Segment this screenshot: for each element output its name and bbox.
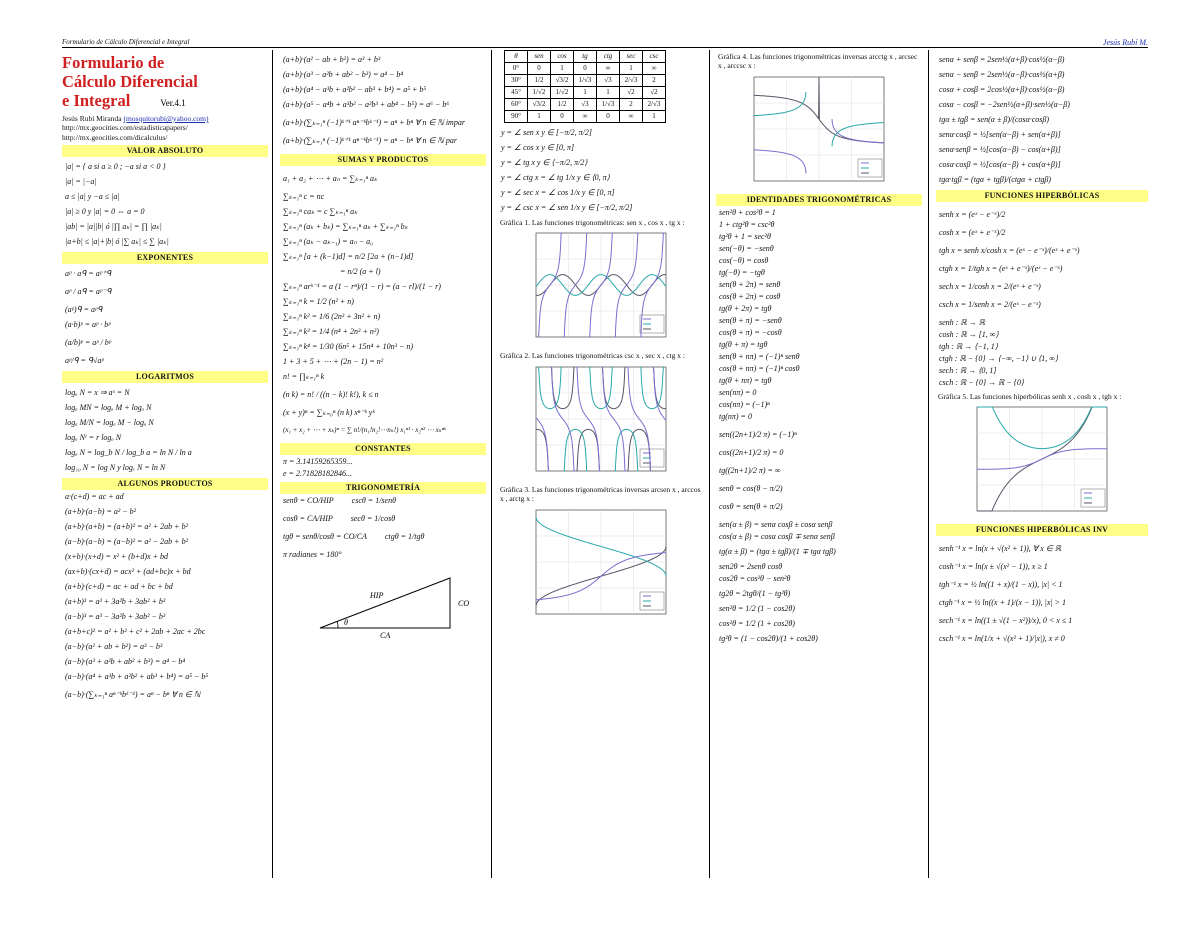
section-title-hyperbolic: FUNCIONES HIPERBÓLICAS — [936, 190, 1148, 202]
formula: cos(θ + π) = −cosθ — [719, 327, 782, 337]
formula: (a+b)·(c+d) = ac + ad + bc + bd — [65, 582, 173, 592]
formula: π = 3.14159265359... — [283, 456, 353, 466]
formula: ctgh⁻¹ x = ½ ln((x + 1)/(x − 1)), |x| > 1 — [939, 598, 1067, 608]
section-title-exp: EXPONENTES — [62, 252, 268, 264]
doc-title: Formulario de Cálculo Diferencial e Integral Ver.4.1 — [62, 53, 198, 110]
graph-caption-3: Gráfica 3. Las funciones trigonométricas inversas arcsen x , arccos x , arctg x : — [500, 484, 701, 504]
formula: senh x = (eˣ − e⁻ˣ)/2 — [939, 210, 1006, 219]
formula: (x + y)ⁿ = ∑ₖ₌₀ⁿ (n k) xⁿ⁻ᵏ yᵏ — [283, 408, 375, 417]
label-co: CO — [458, 598, 470, 608]
header-rule — [62, 47, 1148, 48]
graph-caption-1: Gráfica 1. Las funciones trigonométricas: sen x , cos x , tg x : — [500, 218, 685, 227]
trig-values-table — [504, 50, 666, 123]
formula: (a·b)ᵖ = aᵖ · bᵖ — [65, 320, 111, 330]
formula: cosh : ℝ → [1, ∞⟩ — [939, 330, 999, 339]
formula: tg(nπ) = 0 — [719, 411, 752, 421]
section-title-products: ALGUNOS PRODUCTOS — [62, 478, 268, 490]
formula: sen((2n+1)/2 π) = (−1)ⁿ — [719, 429, 797, 439]
formula: cosh x = (eˣ + e⁻ˣ)/2 — [939, 228, 1006, 237]
formula: sen(nπ) = 0 — [719, 387, 757, 397]
formula: cosα·cosβ = ½[cos(α−β) + cos(α+β)] — [939, 160, 1061, 169]
formula: sen2θ = 2senθ cosθ — [719, 561, 783, 571]
column-divider — [491, 50, 492, 878]
formula: (a+b)·(a−b) = a² − b² — [65, 507, 137, 517]
formula: y = ∠ cos x y ∈ [0, π] — [501, 143, 575, 152]
graph-arcctg-arcsec-arccsc — [744, 73, 894, 191]
section-title-log: LOGARITMOS — [62, 371, 268, 383]
formula: (a−b)·(a³ + a²b + ab² + b³) = a⁴ − b⁴ — [65, 657, 186, 667]
formula: (aᵖ)ᑫ = aᵖᑫ — [65, 305, 103, 315]
formula: cos(θ + 2π) = cosθ — [719, 291, 781, 301]
formula: senα + senβ = 2sen½(α+β)·cos½(α−β) — [939, 55, 1065, 64]
formula: (a+b)·(a⁴ − a³b + a²b² − ab³ + b⁴) = a⁵ + b⁵ — [283, 85, 427, 94]
formula: ∑ₖ₌₁ⁿ k² = 1/6 (2n³ + 3n² + n) — [283, 312, 381, 321]
formula: csch : ℝ − {0} → ℝ − {0} — [939, 378, 1025, 387]
formula: tg(θ + nπ) = tgθ — [719, 375, 772, 385]
formula: n! = ∏ₖ₌₁ⁿ k — [283, 372, 325, 381]
formula: ∑ₖ₌₁ⁿ c = nc — [283, 192, 325, 201]
formula: cos(−θ) = cosθ — [719, 255, 769, 265]
section-title-hyperbolic-inv: FUNCIONES HIPERBÓLICAS INV — [936, 524, 1148, 536]
label-ca: CA — [380, 630, 391, 638]
formula: (a−b)·(a−b) = (a−b)² = a² − 2ab + b² — [65, 537, 188, 547]
formula: ∑ₖ₌₁ⁿ k³ = 1/4 (n⁴ + 2n³ + n²) — [283, 327, 379, 336]
author-line: Jesús Rubí Miranda (mosquitorubi@yahoo.com) — [62, 114, 209, 123]
formula: tg(θ + 2π) = tgθ — [719, 303, 772, 313]
formula: ∑ₖ₌₁ⁿ [a + (k−1)d] = n/2 [2a + (n−1)d] — [283, 252, 414, 261]
formula: ∑ₖ₌₁ⁿ arᵏ⁻¹ = a (1 − rⁿ)/(1 − r) = (a − rl)/(1 − r) — [283, 282, 441, 291]
formula: (a+b)·(∑ₖ₌₁ⁿ (−1)ᵏ⁺¹ aⁿ⁻ᵏbᵏ⁻¹) = aⁿ − bⁿ ∀ n ∈ ℕ par — [283, 136, 457, 145]
url-link-1[interactable]: http://mx.geocities.com/estadisticapapers/ — [62, 123, 188, 133]
formula: (a−b)·(a² + ab + b²) = a³ − b³ — [65, 642, 163, 652]
graph-caption-2: Gráfica 2. Las funciones trigonométricas csc x , sec x , ctg x : — [500, 351, 685, 361]
formula: tg(θ + π) = tgθ — [719, 339, 768, 349]
formula: cos(nπ) = (−1)ⁿ — [719, 399, 770, 409]
formula: e = 2.71828182846... — [283, 468, 352, 478]
version-label: Ver.4.1 — [160, 98, 186, 108]
formula: |a| = { a si a ≥ 0 ; −a si a < 0 } — [65, 162, 166, 172]
formula: sech : ℝ → ⟨0, 1] — [939, 366, 997, 375]
formula: a·(c+d) = ac + ad — [65, 492, 124, 502]
url-link-2[interactable]: http://mx.geocities.com/dicalculus/ — [62, 132, 168, 142]
table-row: 30° 1/2 √3/2 1/√3 √3 2/√3 2 — [505, 75, 666, 87]
formula: tgθ = senθ/cosθ = CO/CA ctgθ = 1/tgθ — [283, 531, 425, 541]
table-header-row: θ sen cos tg ctg sec csc — [505, 51, 666, 63]
formula: cosθ = sen(θ + π/2) — [719, 501, 783, 511]
formula: csch⁻¹ x = ln(1/x + √(x² + 1)/|x|), x ≠ 0 — [939, 634, 1065, 644]
graph-arcsin-arccos-arctan — [526, 506, 676, 624]
formula: tgh⁻¹ x = ½ ln((1 + x)/(1 − x)), |x| < 1 — [939, 580, 1063, 590]
table-row: 90° 1 0 ∞ 0 ∞ 1 — [505, 111, 666, 123]
formula: cos2θ = cos²θ − sen²θ — [719, 573, 791, 583]
formula: tg(−θ) = −tgθ — [719, 267, 765, 277]
formula: logₐ MN = logₐ M + logₐ N — [65, 403, 152, 413]
formula: tg²θ = (1 − cos2θ)/(1 + cos2θ) — [719, 633, 818, 643]
formula: (a−b)·(∑ₖ₌₁ⁿ aⁿ⁻ᵏbᵏ⁻¹) = aⁿ − bⁿ ∀ n ∈ ℕ — [65, 690, 201, 700]
formula: cosα + cosβ = 2cos½(α+β)·cos½(α−β) — [939, 85, 1065, 94]
formula: aᵖ · aᑫ = aᵖ⁺ᑫ — [65, 269, 112, 279]
formula: a ≤ |a| y −a ≤ |a| — [65, 192, 120, 202]
formula: (a−b)³ = a³ − 3a²b + 3ab² − b³ — [65, 612, 166, 622]
formula: tgα ± tgβ = sen(α ± β)/(cosα·cosβ) — [939, 115, 1050, 124]
formula: cosα − cosβ = −2sen½(α+β)·sen½(α−β) — [939, 100, 1070, 109]
formula: tgh x = senh x/cosh x = (eˣ − e⁻ˣ)/(eˣ + e⁻ˣ) — [939, 246, 1080, 255]
graph-caption-5: Gráfica 5. Las funciones hiperbólicas senh x , cosh x , tgh x : — [938, 392, 1122, 401]
formula: cos²θ = 1/2 (1 + cos2θ) — [719, 618, 795, 628]
formula: ∑ₖ₌₁ⁿ k = 1/2 (n² + n) — [283, 297, 354, 306]
formula: sen(θ + nπ) = (−1)ⁿ senθ — [719, 351, 800, 361]
formula: tg²θ + 1 = sec²θ — [719, 231, 771, 241]
graph-csc-sec-ctg — [526, 363, 676, 481]
column-divider — [272, 50, 273, 878]
column-1 — [62, 50, 268, 878]
formula: (a+b)·(a⁵ − a⁴b + a³b² − a²b³ + ab⁴ − b⁵) = a⁶ − b⁶ — [283, 100, 450, 109]
graph-hyperbolic — [967, 403, 1117, 521]
formula: (a+b)·(a³ − a²b + ab² − b³) = a⁴ − b⁴ — [283, 70, 404, 79]
formula: sen(−θ) = −senθ — [719, 243, 774, 253]
formula: csch x = 1/senh x = 2/(eˣ − e⁻ˣ) — [939, 300, 1041, 309]
formula: senα − senβ = 2sen½(α−β)·cos½(α+β) — [939, 70, 1065, 79]
column-divider — [928, 50, 929, 878]
table-row: 0° 0 1 0 ∞ 1 ∞ — [505, 63, 666, 75]
formula: ∑ₖ₌₁ⁿ caₖ = c ∑ₖ₌₁ⁿ aₖ — [283, 207, 358, 216]
formula: logₐ N = x ⇒ aˣ = N — [65, 388, 130, 398]
column-2 — [280, 50, 486, 878]
formula: y = ∠ tg x y ∈ ⟨−π/2, π/2⟩ — [501, 158, 588, 167]
formula: y = ∠ sen x y ∈ [−π/2, π/2] — [501, 128, 592, 137]
label-theta: θ — [344, 617, 348, 627]
formula: senθ = CO/HIP cscθ = 1/senθ — [283, 495, 397, 505]
section-title-sums: SUMAS Y PRODUCTOS — [280, 154, 486, 166]
formula: y = ∠ sec x = ∠ cos 1/x y ∈ [0, π] — [501, 188, 615, 197]
section-title-trig: TRIGONOMETRÍA — [280, 482, 486, 494]
table-row: 45° 1/√2 1/√2 1 1 √2 √2 — [505, 87, 666, 99]
formula: sen(θ + 2π) = senθ — [719, 279, 781, 289]
formula: tg(α ± β) = (tgα ± tgβ)/(1 ∓ tgα tgβ) — [719, 546, 836, 556]
header-left: Formulario de Cálculo Diferencial e Integral — [62, 38, 190, 46]
formula: senα·senβ = ½[cos(α−β) − cos(α+β)] — [939, 145, 1061, 154]
graph-caption-4: Gráfica 4. Las funciones trigonométricas inversas arcctg x , arcsec x , arccsc x : — [718, 52, 918, 71]
formula: senh⁻¹ x = ln(x + √(x² + 1)), ∀ x ∈ ℝ — [939, 544, 1062, 554]
formula: aᵖ / aᑫ = aᵖ⁻ᑫ — [65, 287, 112, 297]
formula: a₁ + a₂ + ⋯ + aₙ = ∑ₖ₌₁ⁿ aₖ — [283, 174, 378, 183]
formula: (ax+b)·(cx+d) = acx² + (ad+bc)x + bd — [65, 567, 191, 577]
formula: (n k) = n! / ((n − k)! k!), k ≤ n — [283, 390, 379, 399]
formula: ∑ₖ₌₁ⁿ k⁴ = 1/30 (6n⁵ + 15n⁴ + 10n³ − n) — [283, 342, 414, 351]
formula: 1 + ctg²θ = csc²θ — [719, 219, 775, 229]
formula: ctgh : ℝ − {0} → ⟨−∞, −1⟩ ∪ ⟨1, ∞⟩ — [939, 354, 1059, 363]
formula: (a+b)·(∑ₖ₌₁ⁿ (−1)ᵏ⁺¹ aⁿ⁻ᵏbᵏ⁻¹) = aⁿ + bⁿ ∀ n ∈ ℕ impar — [283, 118, 465, 127]
table-row: 60° √3/2 1/2 √3 1/√3 2 2/√3 — [505, 99, 666, 111]
formula: sech x = 1/cosh x = 2/(eˣ + e⁻ˣ) — [939, 282, 1041, 291]
section-title-abs: VALOR ABSOLUTO — [62, 145, 268, 157]
formula: logₐ M/N = logₐ M − logₐ N — [65, 418, 154, 428]
section-title-constants: CONSTANTES — [280, 443, 486, 455]
formula: (a+b)³ = a³ + 3a²b + 3ab² + b³ — [65, 597, 166, 607]
graph-sin-cos-tan — [526, 229, 676, 347]
formula: (a+b)·(a² − ab + b²) = a³ + b³ — [283, 55, 381, 64]
formula: 1 + 3 + 5 + ⋯ + (2n − 1) = n² — [283, 357, 384, 366]
formula: ctgh x = 1/tgh x = (eˣ + e⁻ˣ)/(eˣ − e⁻ˣ) — [939, 264, 1063, 273]
formula: (a/b)ᵖ = aᵖ / bᵖ — [65, 338, 111, 348]
formula: logₐ Nʳ = r logₐ N — [65, 433, 122, 443]
formula: tg2θ = 2tgθ/(1 − tg²θ) — [719, 588, 791, 598]
formula: |a+b| ≤ |a|+|b| ó |∑ aₖ| ≤ ∑ |aₖ| — [65, 237, 169, 247]
section-title-identities: IDENTIDADES TRIGONOMÉTRICAS — [716, 194, 922, 206]
formula: (x₁ + x₂ + ⋯ + xₖ)ⁿ = ∑ n!/(n₁!n₂!⋯nₖ!) x₁ⁿ¹ · x₂ⁿ² ⋯ xₖⁿᵏ — [283, 426, 446, 434]
formula: (a+b)·(a+b) = (a+b)² = a² + 2ab + b² — [65, 522, 188, 532]
formula: (a+b+c)² = a² + b² + c² + 2ab + 2ac + 2bc — [65, 627, 206, 637]
formula: log₁₀ N = log N y logₑ N = ln N — [65, 463, 166, 473]
formula: |a| ≥ 0 y |a| = 0 ⇔ a = 0 — [65, 207, 145, 217]
formula: sen(θ + π) = −senθ — [719, 315, 782, 325]
formula: ∑ₖ₌₁ⁿ (aₖ + bₖ) = ∑ₖ₌₁ⁿ aₖ + ∑ₖ₌₁ⁿ bₖ — [283, 222, 409, 231]
formula: logₐ N = log_b N / log_b a = ln N / ln a — [65, 448, 192, 458]
formula: cosθ = CA/HIP secθ = 1/cosθ — [283, 513, 396, 523]
formula: cos(α ± β) = cosα cosβ ∓ senα senβ — [719, 531, 835, 541]
formula: |a| = |−a| — [65, 177, 97, 187]
column-divider — [709, 50, 710, 878]
formula: = n/2 (a + l) — [340, 267, 381, 276]
formula: (a−b)·(a⁴ + a³b + a²b² + ab³ + b⁴) = a⁵ − b⁵ — [65, 672, 209, 682]
formula: y = ∠ csc x = ∠ sen 1/x y ∈ [−π/2, π/2] — [501, 203, 633, 212]
formula: cosh⁻¹ x = ln(x ± √(x² − 1)), x ≥ 1 — [939, 562, 1048, 572]
formula: (x+b)·(x+d) = x² + (b+d)x + bd — [65, 552, 168, 562]
formula: y = ∠ ctg x = ∠ tg 1/x y ∈ ⟨0, π⟩ — [501, 173, 610, 182]
formula: senh : ℝ → ℝ — [939, 318, 985, 327]
column-4 — [716, 50, 922, 878]
column-5 — [936, 50, 1148, 878]
column-3 — [498, 50, 704, 878]
label-hip: HIP — [370, 590, 384, 600]
formula: senθ = cos(θ − π/2) — [719, 483, 783, 493]
formula: senα·cosβ = ½[sen(α−β) + sen(α+β)] — [939, 130, 1061, 139]
formula: ∑ₖ₌₁ⁿ (aₖ − aₖ₋₁) = aₙ − a₀ — [283, 237, 373, 246]
formula: tg((2n+1)/2 π) = ∞ — [719, 465, 781, 475]
right-triangle-diagram — [300, 568, 470, 638]
formula: sen²θ = 1/2 (1 − cos2θ) — [719, 603, 795, 613]
formula: cos(θ + nπ) = (−1)ⁿ cosθ — [719, 363, 800, 373]
formula: sech⁻¹ x = ln((1 ± √(1 − x²))/x), 0 < x ≤ 1 — [939, 616, 1073, 626]
email-link[interactable]: (mosquitorubi@yahoo.com) — [123, 114, 209, 123]
formula: sen(α ± β) = senα cosβ ± cosα senβ — [719, 519, 833, 529]
formula: tgα·tgβ = (tgα + tgβ)/(ctgα + ctgβ) — [939, 175, 1052, 184]
formula: π radianes = 180° — [283, 549, 342, 559]
formula: cos((2n+1)/2 π) = 0 — [719, 447, 784, 457]
header-right: Jesús Rubí M. — [1102, 38, 1148, 47]
formula: aᵖ/ᑫ = ᑫ√aᵖ — [65, 356, 104, 366]
formula: tgh : ℝ → ⟨−1, 1⟩ — [939, 342, 998, 351]
formula: |ab| = |a||b| ó |∏ aₖ| = ∏ |aₖ| — [65, 222, 162, 232]
formula: sen²θ + cos²θ = 1 — [719, 207, 776, 217]
